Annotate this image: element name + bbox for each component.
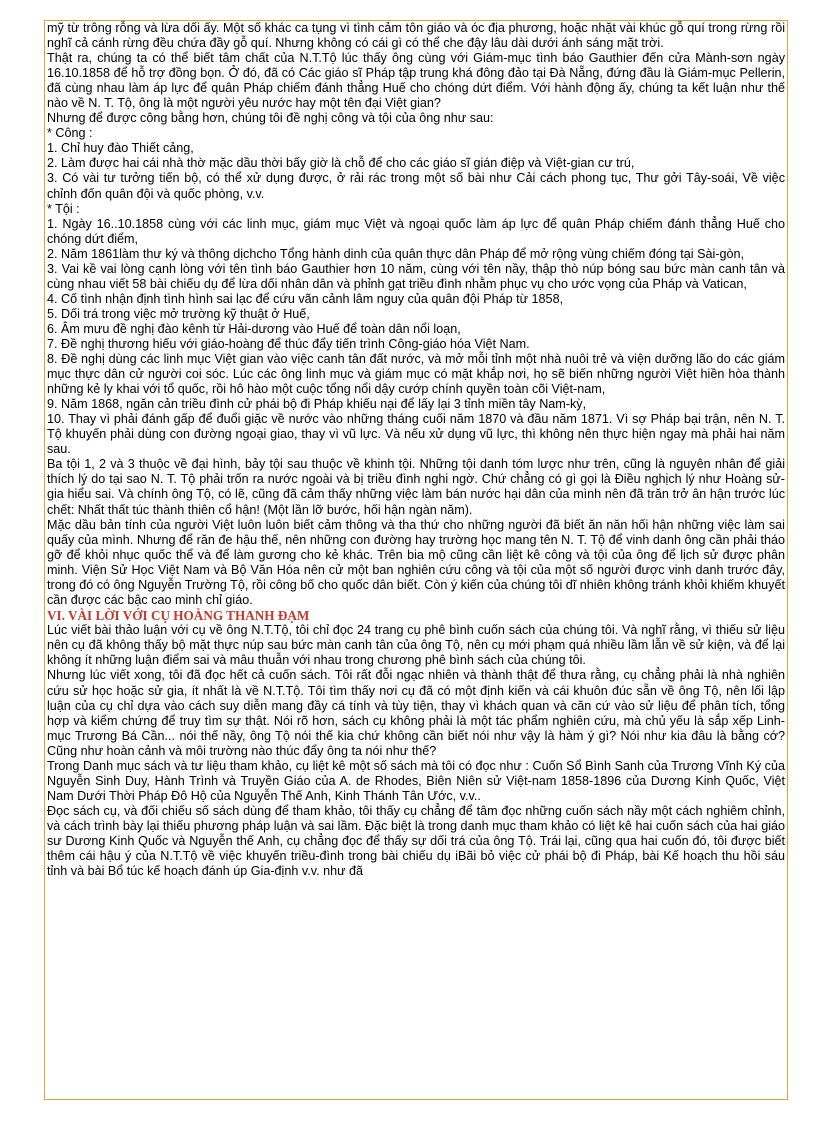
paragraph: Thật ra, chúng ta có thể biết tâm chất của N.T.Tộ lúc thấy ông cùng với Giám-mục tình báo Gauthier đến cửa Mành-sơn ngày 16.10.1858 để hỗ trợ đồng bọn. Ở đó, đã có Các giáo sĩ Pháp tập trung khá đông đảo tại Đà Nẵng, đứng đầu là Giám-mục Pellerin, đã cùng nhau làm áp lực để quân Pháp chiếm đánh thẳng Huế cho chóng dứt điểm. Với hành động ấy, chúng ta kết luận như thế nào về N. T. Tộ, ông là một người yêu nước hay một tên đại Việt gian? xyxy=(47,51,785,111)
paragraph: mỹ từ trông rỗng và lừa dối ấy. Một số khác ca tụng vì tình cảm tôn giáo và óc địa phương, hoặc nhặt vài khúc gỗ quí trong rừng rồi nghĩ cả cánh rừng đều chứa đầy gỗ quí. Nhưng không có cái gì có thể che đậy lâu dài dưới ánh sáng mặt trời. xyxy=(47,21,785,51)
list-item: 7. Đề nghị thương hiếu với giáo-hoàng để thúc đẩy tiến trình Công-giáo hóa Việt Nam. xyxy=(47,336,530,351)
list-item: 10. Thay vì phải đánh gấp để đuổi giặc về nước vào những tháng cuối năm 1870 và đầu năm 1871. Vì sợ Pháp bại trận, nên N. T. Tộ khuyến phải dùng con đường ngoại giao, thay vì vũ lực. Và nếu xử dụng vũ lực, thì không nên thực hiện ngay mà phải hai năm sau. xyxy=(47,412,785,457)
paragraph: Đọc sách cụ, và đối chiếu số sách dùng để tham khảo, tôi thấy cụ chẳng để tâm đọc những cuốn sách nầy một cách nghiêm chỉnh, và cách trình bày lại thiếu phương pháp luận và sai lầm. Đặc biệt là trong danh mục tham khảo có liệt kê hai cuốn sách của hai giáo sư Dương Kinh Quốc và Nguyễn thế Anh, cụ chẳng đọc để thấy sự dối trá của ông Tộ. Trái lại, cũng qua hai cuốn đó, tôi được biết thêm cái hậu ý của N.T.Tộ về việc khuyến triều-đình trong bài chiếu dụ iBãi bỏ việc cử phái bộ đi Pháp, bài Kế hoạch thu hồi sáu tỉnh và bài Bổ túc kế hoạch đánh úp Gia-định v.v. như đã xyxy=(47,803,785,879)
document-page xyxy=(44,20,788,1100)
paragraph: Mặc dầu bản tính của người Việt luôn luôn biết cảm thông và tha thứ cho những người đã biết ăn năn hối hận những việc làm sai quấy của mình. Nhưng để răn đe hậu thế, nên những con đường hay trường học mang tên N. T. Tộ để vinh danh ông cần phải tháo gỡ để khỏi nhục quốc thể và để làm gương cho kẻ khác. Trên bia mộ cũng cần liệt kê công và tội của ông để lịch sử được phân minh. Viện Sử Học Việt Nam và Bộ Văn Hóa nên cử một ban nghiên cứu công và tội của một số người được vinh danh trước đây, trong đó có ông Nguyễn Trường Tộ, rồi công bố cho quốc dân biết. Còn ý kiến của chúng tôi dĩ nhiên không tránh khỏi khiếm khuyết cần được các bậc cao minh chỉ giáo. xyxy=(47,517,785,607)
section-heading: VI. VÀI LỜI VỚI CỤ HOÀNG THANH ĐẠM xyxy=(47,607,310,623)
paragraph: Ba tội 1, 2 và 3 thuộc về đại hình, bảy tội sau thuộc về khinh tội. Những tội danh tóm lược như trên, cũng là nguyên nhân để giải thích lý do tại sao N. T. Tộ phải trốn ra nước ngoài và bị triều đình nghi ngờ. Chứ chẳng có gì gọi là Điều nghịch lý như Hoàng sử-gia hiểu sai. Và chính ông Tộ, có lẽ, cũng đã cảm thấy những việc làm bán nước hại dân của mình nên đã trăn trở ân hận trước lúc chết: Nhất thất túc thành thiên cổ hận! (Một lần lỡ bước, hối hận ngàn năm). xyxy=(47,457,785,517)
list-item: 1. Chỉ huy đào Thiết cảng, xyxy=(47,141,194,156)
list-item: 2. Làm được hai cái nhà thờ mặc dầu thời bấy giờ là chỗ để cho các giáo sĩ gián điệp và Việt-gian cư trú, xyxy=(47,156,635,171)
list-item: 5. Dối trá trong việc mở trường kỹ thuật ở Huế, xyxy=(47,306,310,321)
list-item: 3. Có vài tư tưởng tiến bộ, có thể xử dụng được, ở rải rác trong một số bài như Cải cách phong tục, Thư gởi Tây-soái, Về việc chỉnh đốn quân đội và quốc phòng, v.v. xyxy=(47,171,785,201)
cong-heading: * Công : xyxy=(47,126,93,141)
list-item: 8. Đề nghị dùng các linh mục Việt gian vào việc canh tân đất nước, và mở mỗi tỉnh một nhà nuôi trẻ và viện dưỡng lão do các giám mục thực dân cử người coi sóc. Lúc các ông linh mục và giám mục có mặt khắp nơi, họ sẽ biến những người Việt hiền hòa thành những kẻ ly khai với tổ quốc, rồi hô hào một cuộc tổng nổi dậy cướp chính quyền toàn cõi Việt-nam, xyxy=(47,352,785,397)
list-item: 3. Vai kề vai lòng cạnh lòng với tên tình báo Gauthier hơn 10 năm, cùng với tên nầy, thập thò núp bóng sau bức màn canh tân và cùng nhau viết 58 bài chiếu dụ để lừa dối nhân dân và phỉnh gạt triều đình nhằm phục vụ cho ước vọng của Pháp và Vatican, xyxy=(47,261,785,291)
list-item: 9. Năm 1868, ngăn cản triều đình cử phái bộ đi Pháp khiếu nại để lấy lại 3 tỉnh miền tây Nam-kỳ, xyxy=(47,397,587,412)
paragraph: Nhưng để được công bằng hơn, chúng tôi đề nghị công và tội của ông như sau: xyxy=(47,111,494,126)
list-item: 1. Ngày 16..10.1858 cùng với các linh mục, giám mục Việt và ngoại quốc làm áp lực để quân Pháp chiếm đánh thẳng Huế cho chóng dứt điểm, xyxy=(47,216,785,246)
list-item: 4. Cố tình nhận định tình hình sai lạc để cứu vãn cảnh lâm nguy của quân đội Pháp từ 1858, xyxy=(47,291,564,306)
paragraph: Nhưng lúc viết xong, tôi đã đọc hết cả cuốn sách. Tôi rất đỗi ngạc nhiên và thành thật để thưa rằng, cụ chẳng phải là nhà nghiên cứu sử học hoặc sử gia, ít nhất là về N.T.Tộ. Tôi tìm thấy nơi cụ đã có một định kiến và cái khuôn đúc sẵn về ông Tộ, nên lối lập luận của cụ chỉ dựa vào cách suy diễn mang đầy cá tính và tùy tiện, thay vì khách quan và căn cứ vào sử liệu để phân tích, tổng hợp và kiểm chứng để truy tìm sự thật. Nói rõ hơn, sách cụ không phải là một tác phẩm nghiên cứu, mà chủ yếu là sắp xếp Linh-mục Trương Bá Cần... nói thế nầy, ông Tộ nói thế kia chứ không cần biết nói như vậy là hàm ý gì? Nói như kia đâu là bằng cớ? Cũng như hoàn cảnh và môi trường nào thúc đẩy ông ta nói như thế? xyxy=(47,668,785,758)
toi-heading: * Tội : xyxy=(47,201,80,216)
paragraph: Lúc viết bài thảo luận với cụ về ông N.T.Tộ, tôi chỉ đọc 24 trang cụ phê bình cuốn sách của chúng tôi. Và nghĩ rằng, vì thiếu sử liệu nên cụ đã không thấy bộ mặt thực núp sau bức màn canh tân của ông Tộ, nên cụ mới phạm quá nhiều lầm lẫn về sử kiện, và để lại không ít những luận điểm sai và mâu thuẫn với nhau trong chương phê bình sách của chúng tôi. xyxy=(47,623,785,668)
paragraph: Trong Danh mục sách và tư liệu tham khảo, cụ liệt kê một số sách mà tôi có đọc như : Cuốn Sổ Bình Sanh của Trương Vĩnh Ký của Nguyễn Sinh Duy, Hành Trình và Truyền Giáo của A. de Rhodes, Biên Niên sử Việt-nam 1858-1896 của Dương Kinh Quốc, Việt Nam Dưới Thời Pháp Đô Hộ của Nguyễn Thế Anh, Kinh Thánh Tân Ước, v.v.. xyxy=(47,758,785,803)
list-item: 2. Năm 1861làm thư ký và thông dịchcho Tổng hành dinh của quân thực dân Pháp để mở rộng vùng chiếm đóng tại Sài-gòn, xyxy=(47,246,744,261)
list-item: 6. Âm mưu đề nghị đào kênh từ Hải-dương vào Huế để toàn dân nổi loạn, xyxy=(47,321,461,336)
